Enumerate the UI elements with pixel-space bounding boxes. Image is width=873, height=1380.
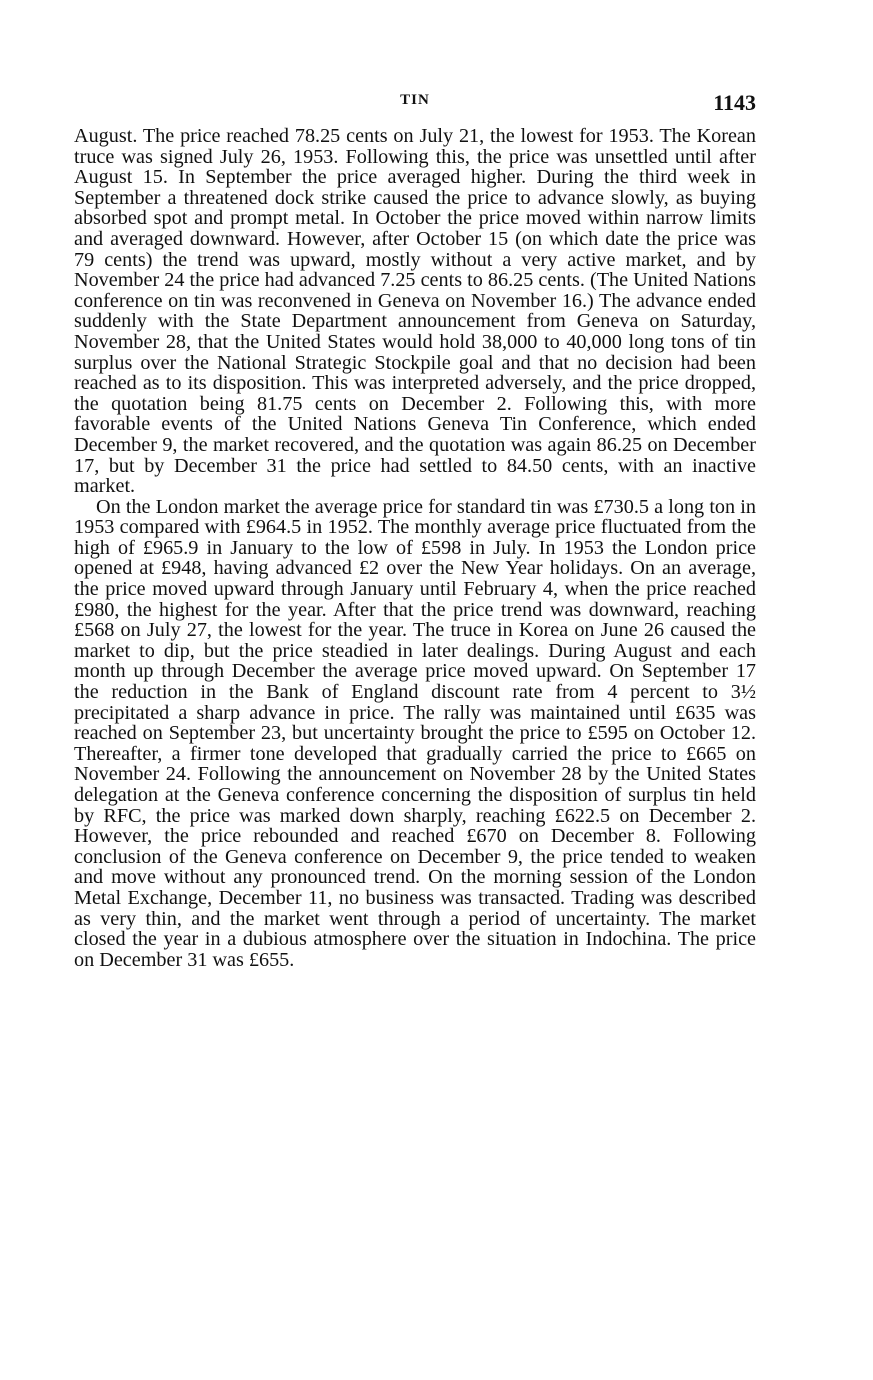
running-header — [74, 92, 756, 126]
body-text — [74, 126, 756, 970]
paragraph-continued: August. The price reached 78.25 cents on July 21, the lowest for 1953. The Korean truce was signed July 26, 1953. Following this, the price was unsettled until after August 15. In September the price averaged higher. During the third week in September a threatened dock strike caused the price to advance slowly, as buying absorbed spot and prompt metal. In October the price moved within narrow limits and averaged downward. However, after October 15 (on which date the price was 79 cents) the trend was upward, mostly without a very active market, and by November 24 the price had advanced 7.25 cents to 86.25 cents. (The United Nations conference on tin was reconvened in Geneva on November 16.) The advance ended suddenly with the State Department announcement from Geneva on Saturday, November 28, that the United States would hold 38,000 to 40,000 long tons of tin surplus over the National Strategic Stockpile goal and that no decision had been reached as to its disposition. This was interpreted adversely, and the price dropped, the quotation being 81.75 cents on December 2. Following this, with more favorable events of the United Nations Geneva Tin Conference, which ended December 9, the market recovered, and the quotation was again 86.25 on December 17, but by December 31 the price had settled to 84.50 cents, with an inactive market. — [74, 125, 756, 498]
document-page — [74, 92, 756, 970]
page-number: 1143 — [713, 90, 756, 115]
section-title: TIN — [400, 92, 430, 108]
paragraph-london-market: On the London market the average price for standard tin was £730.5 a long ton in 1953 compared with £964.5 in 1952. The monthly average price fluctuated from the high of £965.9 in January to the low of £598 in July. In 1953 the London price opened at £948, having advanced £2 over the New Year holidays. On an average, the price moved upward through January until February 4, when the price reached £980, the highest for the year. After that the price trend was downward, reaching £568 on July 27, the lowest for the year. The truce in Korea on June 26 caused the market to dip, but the price steadied in later dealings. During August and each month up through December the average price moved upward. On September 17 the reduction in the Bank of England discount rate from 4 percent to 3½ precipitated a sharp advance in price. The rally was maintained until £635 was reached on September 23, but uncertainty brought the price to £595 on October 12. Thereafter, a firmer tone developed that gradually carried the price to £665 on November 24. Following the announcement on November 28 by the United States delegation at the Geneva conference concerning the disposition of surplus tin held by RFC, the price was marked down sharply, reaching £622.5 on December 2. However, the price rebounded and reached £670 on December 8. Following conclusion of the Geneva conference on December 9, the price tended to weaken and move without any pronounced trend. On the morning session of the London Metal Exchange, December 11, no business was transacted. Trading was described as very thin, and the market went through a period of uncertainty. The market closed the year in a dubious atmosphere over the situation in Indochina. The price on December 31 was £655. — [74, 495, 756, 971]
